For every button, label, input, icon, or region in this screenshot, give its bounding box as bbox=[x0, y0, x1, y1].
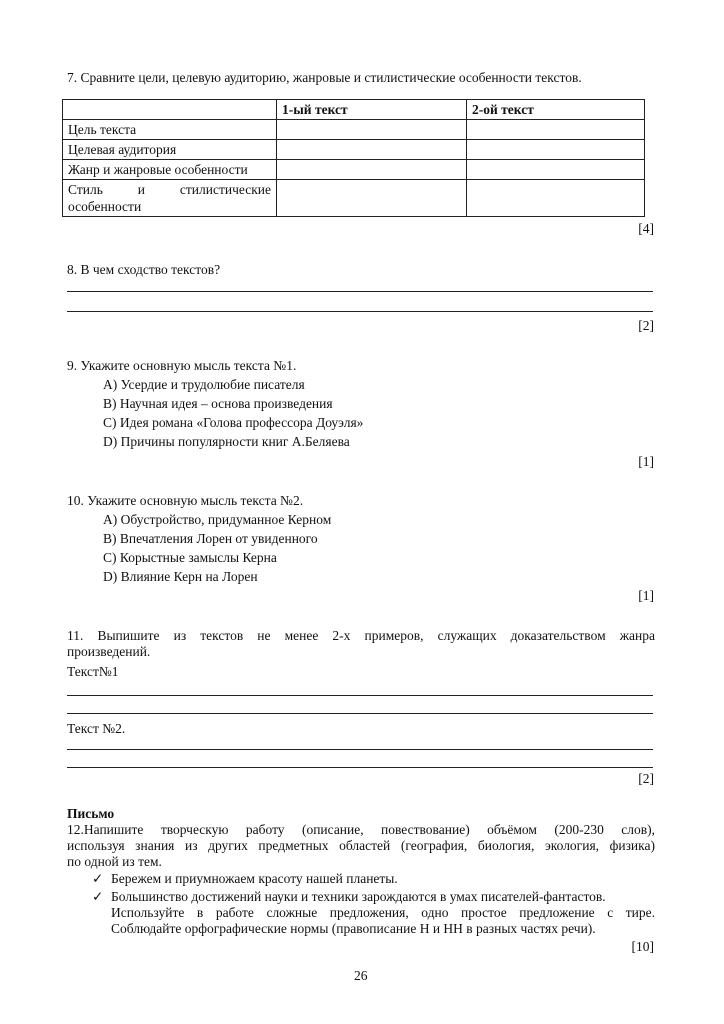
check-icon: ✓ bbox=[92, 871, 104, 886]
table-row bbox=[63, 140, 645, 160]
row-label: Цель текста bbox=[63, 120, 277, 140]
answer-cell[interactable] bbox=[467, 140, 645, 160]
question-12-line: 12.Напишите творческую работу (описание, повествование) объёмом (200-230 слов), bbox=[67, 822, 655, 837]
option-a[interactable]: А) Обустройство, придуманное Керном bbox=[103, 512, 332, 527]
row-label: Целевая аудитория bbox=[63, 140, 277, 160]
option-c[interactable]: С) Идея романа «Голова профессора Доуэля» bbox=[103, 415, 364, 430]
writing-heading: Письмо bbox=[67, 806, 115, 821]
question-12-score: [10] bbox=[631, 939, 654, 954]
topic-label: Большинство достижений науки и техники зарождаются в умах писателей-фантастов. bbox=[111, 889, 606, 904]
table-row bbox=[63, 120, 645, 140]
answer-line[interactable] bbox=[67, 767, 653, 768]
answer-line[interactable] bbox=[67, 695, 653, 696]
table-header-cell bbox=[63, 100, 277, 120]
option-a[interactable]: А) Усердие и трудолюбие писателя bbox=[103, 377, 305, 392]
question-11-score: [2] bbox=[638, 771, 654, 786]
table-header-row bbox=[63, 100, 645, 120]
table-row bbox=[63, 180, 645, 217]
question-10-text: 10. Укажите основную мысль текста №2. bbox=[67, 493, 304, 508]
answer-cell[interactable] bbox=[277, 120, 467, 140]
question-9-score: [1] bbox=[638, 454, 654, 469]
topic-item[interactable] bbox=[92, 871, 398, 887]
answer-line[interactable] bbox=[67, 291, 653, 292]
option-d[interactable]: D) Влияние Керн на Лорен bbox=[103, 569, 258, 584]
question-12-text bbox=[67, 822, 655, 870]
question-7-text: 7. Сравните цели, целевую аудиторию, жанровые и стилистические особенности текстов. bbox=[67, 70, 582, 85]
instructions-line: Соблюдайте орфографические нормы (правописание Н и НН в разных частях речи). bbox=[111, 921, 596, 936]
instructions-line: Используйте в работе сложные предложения, одно простое предложение с тире. bbox=[111, 905, 655, 920]
table-header-cell: 1-ый текст bbox=[277, 100, 467, 120]
page-number: 26 bbox=[354, 968, 368, 983]
option-b[interactable]: В) Научная идея – основа произведения bbox=[103, 396, 333, 411]
check-icon: ✓ bbox=[92, 889, 104, 904]
row-label: Жанр и жанровые особенности bbox=[63, 160, 277, 180]
question-11-text bbox=[67, 628, 655, 660]
instructions bbox=[111, 905, 655, 937]
topic-label: Бережем и приумножаем красоту нашей планеты. bbox=[111, 871, 398, 886]
question-8-score: [2] bbox=[638, 318, 654, 333]
answer-cell[interactable] bbox=[277, 160, 467, 180]
question-12-line: по одной из тем. bbox=[67, 854, 162, 869]
row-label-word: особенности bbox=[68, 199, 142, 214]
table-row bbox=[63, 160, 645, 180]
row-label bbox=[63, 180, 277, 217]
text-1-label: Текст№1 bbox=[67, 664, 119, 679]
table-header-cell: 2-ой текст bbox=[467, 100, 645, 120]
answer-line[interactable] bbox=[67, 749, 653, 750]
answer-cell[interactable] bbox=[467, 160, 645, 180]
question-7-score: [4] bbox=[638, 221, 654, 236]
answer-line[interactable] bbox=[67, 311, 653, 312]
question-9-text: 9. Укажите основную мысль текста №1. bbox=[67, 358, 297, 373]
question-12-line: используя знания из других предметных областей (география, биология, экология, физика) bbox=[67, 838, 655, 853]
answer-cell[interactable] bbox=[467, 180, 645, 217]
text-2-label: Текст №2. bbox=[67, 721, 126, 736]
row-label-word: Стиль bbox=[68, 182, 103, 197]
answer-cell[interactable] bbox=[277, 180, 467, 217]
option-c[interactable]: С) Корыстные замыслы Керна bbox=[103, 550, 277, 565]
answer-cell[interactable] bbox=[467, 120, 645, 140]
question-10-score: [1] bbox=[638, 588, 654, 603]
question-11-line: произведений. bbox=[67, 644, 151, 659]
answer-cell[interactable] bbox=[277, 140, 467, 160]
row-label-word: и bbox=[137, 182, 145, 197]
comparison-table bbox=[62, 99, 645, 217]
question-11-line: 11. Выпишите из текстов не менее 2-х примеров, служащих доказательством жанра bbox=[67, 628, 655, 643]
answer-line[interactable] bbox=[67, 713, 653, 714]
option-d[interactable]: D) Причины популярности книг А.Беляева bbox=[103, 434, 350, 449]
option-b[interactable]: В) Впечатления Лорен от увиденного bbox=[103, 531, 318, 546]
question-8-text: 8. В чем сходство текстов? bbox=[67, 262, 221, 277]
topic-item[interactable] bbox=[92, 889, 606, 905]
row-label-word: стилистические bbox=[179, 182, 271, 197]
